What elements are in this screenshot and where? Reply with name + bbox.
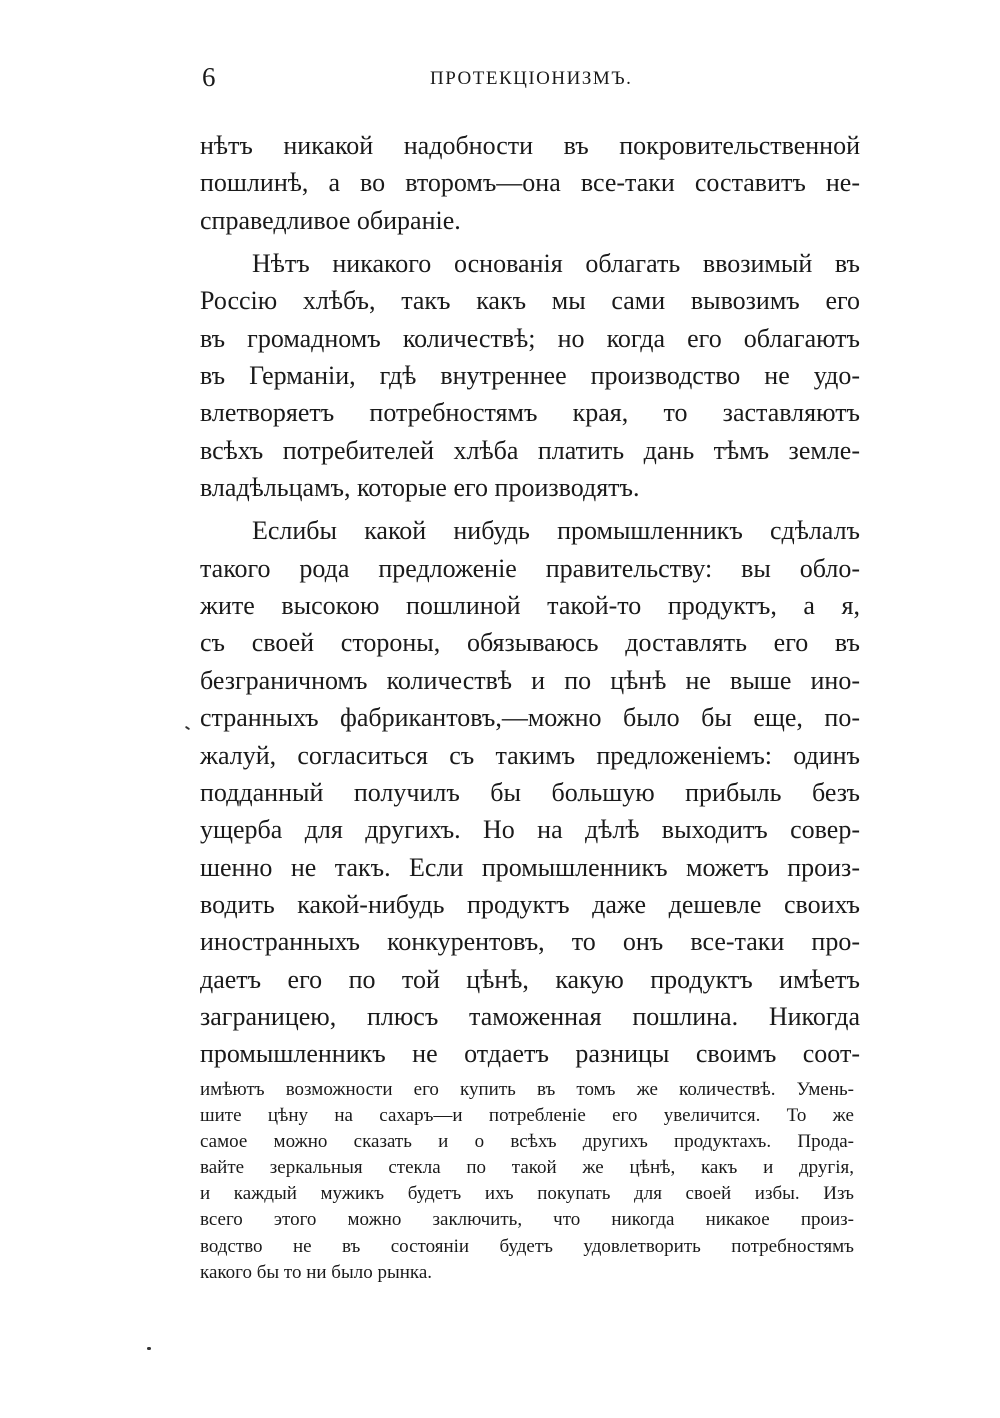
text-line: Нѣтъ никакого основанія облагать ввозимый въ xyxy=(252,249,860,279)
text-line: Россію хлѣбъ, такъ какъ мы сами вывозимъ его xyxy=(200,286,860,316)
text-line: нѣтъ никакой надобности въ покровительственной xyxy=(200,131,860,160)
text-line: всѣхъ потребителей хлѣба платить дань тѣмъ земле- xyxy=(200,435,860,465)
text-line: даетъ его по той цѣнѣ, какую продуктъ имѣетъ xyxy=(200,964,860,994)
text-line: жалуй, согласиться съ такимъ предложеніемъ: одинъ xyxy=(200,740,860,770)
text-line: въ Германіи, гдѣ внутреннее производство не удо- xyxy=(200,361,860,391)
text-line: заграницею, плюсъ таможенная пошлина. Никогда xyxy=(200,1001,860,1031)
text-line: водить какой-нибудь продуктъ даже дешевле своихъ xyxy=(200,889,860,919)
text-line: шенно не такъ. Если промышленникъ можетъ произ- xyxy=(200,852,860,882)
text-line: промышленникъ не отдаетъ разницы своимъ соот- xyxy=(200,1039,860,1069)
paragraph xyxy=(200,127,860,239)
text-line: ущерба для другихъ. Но на дѣлѣ выходитъ совер- xyxy=(200,815,860,845)
text-line: влетворяетъ потребностямъ края, то заставляютъ xyxy=(200,398,860,428)
text-line: странныхъ фабрикантовъ,—можно было бы еще, по- xyxy=(200,703,860,733)
text-line: владѣльцамъ, которые его производятъ. xyxy=(200,473,640,503)
footnote-line: самое можно сказать и о всѣхъ другихъ продуктахъ. Прода- xyxy=(200,1131,854,1153)
text-line: подданный получилъ бы большую прибыль безъ xyxy=(200,777,860,807)
running-header xyxy=(200,62,860,102)
text-line: справедливое обираніе. xyxy=(200,205,461,235)
print-speck xyxy=(147,1347,151,1350)
footnote-line: шите цѣну на сахаръ—и потребленіе его увеличится. То же xyxy=(200,1105,854,1127)
footnote-line: и каждый мужикъ будетъ ихъ покупать для своей избы. Изъ xyxy=(200,1183,854,1205)
running-title: ПРОТЕКЦІОНИЗМЪ. xyxy=(430,68,633,89)
footnote-line: всего этого можно заключить, что никогда никакое произ- xyxy=(200,1209,854,1231)
footnote-line: водство не въ состояніи будетъ удовлетворить потребностямъ xyxy=(200,1235,854,1257)
text-line: съ своей стороны, обязываюсь доставлять его въ xyxy=(200,628,860,658)
text-line: безграничномъ количествѣ и по цѣнѣ не выше ино- xyxy=(200,665,860,695)
footnote-line: имѣютъ возможности его купить въ томъ же количествѣ. Умень- xyxy=(200,1079,854,1100)
text-line: Еслибы какой нибудь промышленникъ сдѣлалъ xyxy=(252,516,860,546)
footnote-line: какого бы то ни было рынка. xyxy=(200,1261,433,1283)
footnote-line: вайте зеркальныя стекла по такой же цѣнѣ, какъ и другія, xyxy=(200,1157,854,1179)
text-line: пошлинѣ, а во второмъ—она все-таки составитъ не- xyxy=(200,168,860,198)
paragraph xyxy=(200,245,860,506)
text-line: такого рода предложеніе правительству: вы обло- xyxy=(200,553,860,583)
page-number: 6 xyxy=(202,62,216,92)
paragraph xyxy=(200,512,860,1072)
main-text xyxy=(200,127,860,1073)
print-speck xyxy=(185,726,190,731)
text-line: жите высокою пошлиной такой-то продуктъ, а я, xyxy=(200,591,860,621)
footnote xyxy=(200,1077,854,1286)
text-line: иностранныхъ конкурентовъ, то онъ все-таки про- xyxy=(200,927,860,957)
text-line: въ громадномъ количествѣ; но когда его облагаютъ xyxy=(200,323,860,353)
